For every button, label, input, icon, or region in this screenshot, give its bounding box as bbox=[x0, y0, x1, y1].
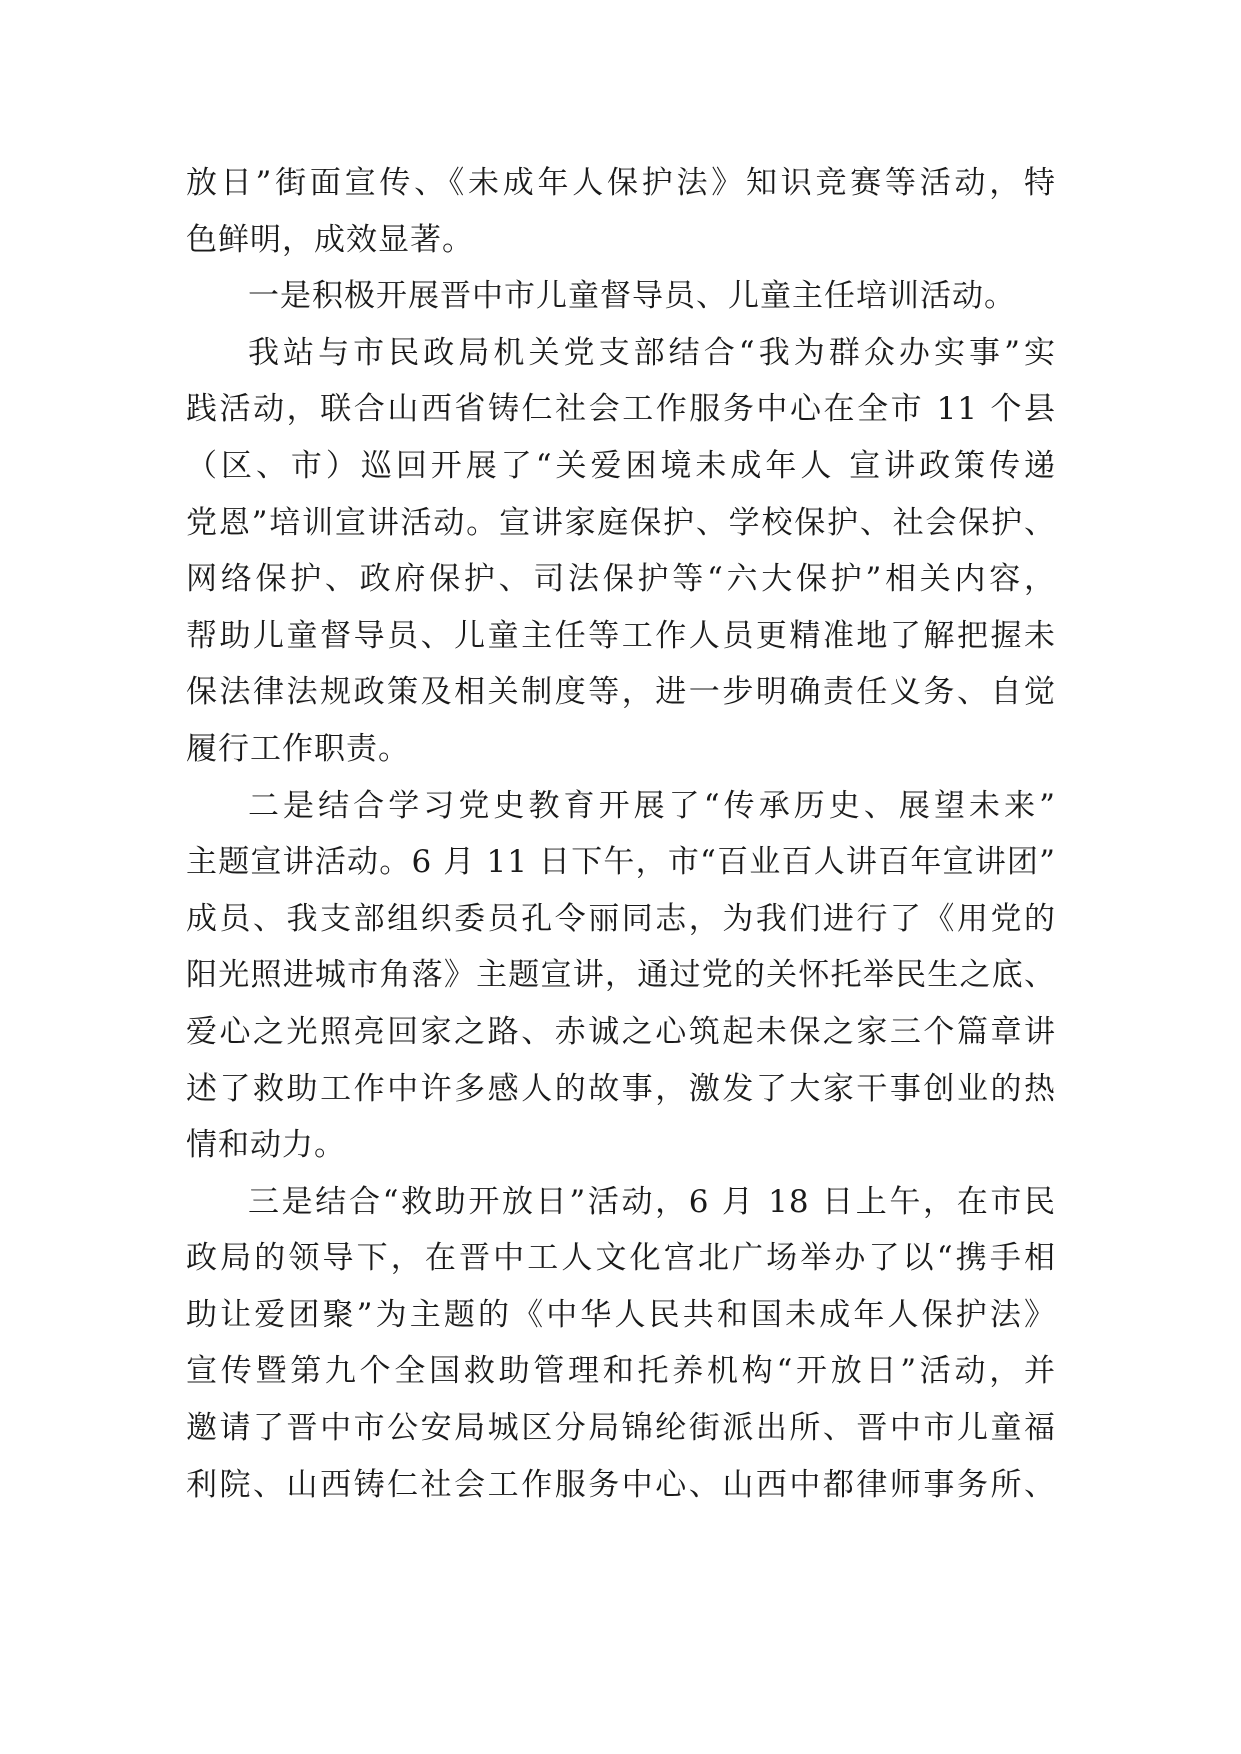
text-line: 利院、山西铸仁社会工作服务中心、山西中都律师事务所、 bbox=[186, 1466, 1056, 1503]
text-line: 三是结合“救助开放日”活动，6 月 18 日上午，在市民 bbox=[248, 1183, 1056, 1220]
text-line: 助让爱团聚”为主题的《中华人民共和国未成年人保护法》 bbox=[186, 1296, 1056, 1333]
text-line: 爱心之光照亮回家之路、赤诚之心筑起未保之家三个篇章讲 bbox=[186, 1013, 1056, 1050]
text-line: 邀请了晋中市公安局城区分局锦纶街派出所、晋中市儿童福 bbox=[186, 1410, 1056, 1447]
text-line: 述了救助工作中许多感人的故事，激发了大家干事创业的热 bbox=[186, 1070, 1056, 1107]
text-line: 放日”街面宣传、《未成年人保护法》知识竞赛等活动，特 bbox=[186, 165, 1056, 201]
text-line: 一是积极开展晋中市儿童督导员、儿童主任培训活动。 bbox=[248, 278, 1016, 315]
text-line: 履行工作职责。 bbox=[186, 730, 410, 767]
text-line: 情和动力。 bbox=[186, 1127, 346, 1164]
text-line: 色鲜明，成效显著。 bbox=[186, 221, 474, 258]
text-line: 帮助儿童督导员、儿童主任等工作人员更精准地了解把握未 bbox=[186, 617, 1056, 654]
text-line: 主题宣讲活动。6 月 11 日下午，市“百业百人讲百年宣讲团” bbox=[186, 844, 1056, 881]
text-line: 党恩”培训宣讲活动。宣讲家庭保护、学校保护、社会保护、 bbox=[186, 504, 1056, 541]
text-line: 践活动，联合山西省铸仁社会工作服务中心在全市 11 个县 bbox=[186, 391, 1056, 428]
text-line: 保法律法规政策及相关制度等，进一步明确责任义务、自觉 bbox=[186, 674, 1056, 711]
text-line: 成员、我支部组织委员孔令丽同志，为我们进行了《用党的 bbox=[186, 900, 1056, 937]
text-line: 政局的领导下，在晋中工人文化宫北广场举办了以“携手相 bbox=[186, 1240, 1056, 1277]
text-line: 二是结合学习党史教育开展了“传承历史、展望未来” bbox=[248, 787, 1056, 824]
text-line: 网络保护、政府保护、司法保护等“六大保护”相关内容， bbox=[186, 561, 1056, 598]
text-line: （区、市）巡回开展了“关爱困境未成年人 宣讲政策传递 bbox=[186, 447, 1056, 484]
text-line: 宣传暨第九个全国救助管理和托养机构“开放日”活动，并 bbox=[186, 1353, 1056, 1390]
text-line: 阳光照进城市角落》主题宣讲，通过党的关怀托举民生之底、 bbox=[186, 957, 1056, 994]
text-line: 我站与市民政局机关党支部结合“我为群众办实事”实 bbox=[248, 334, 1056, 371]
body-text bbox=[186, 155, 1056, 1513]
